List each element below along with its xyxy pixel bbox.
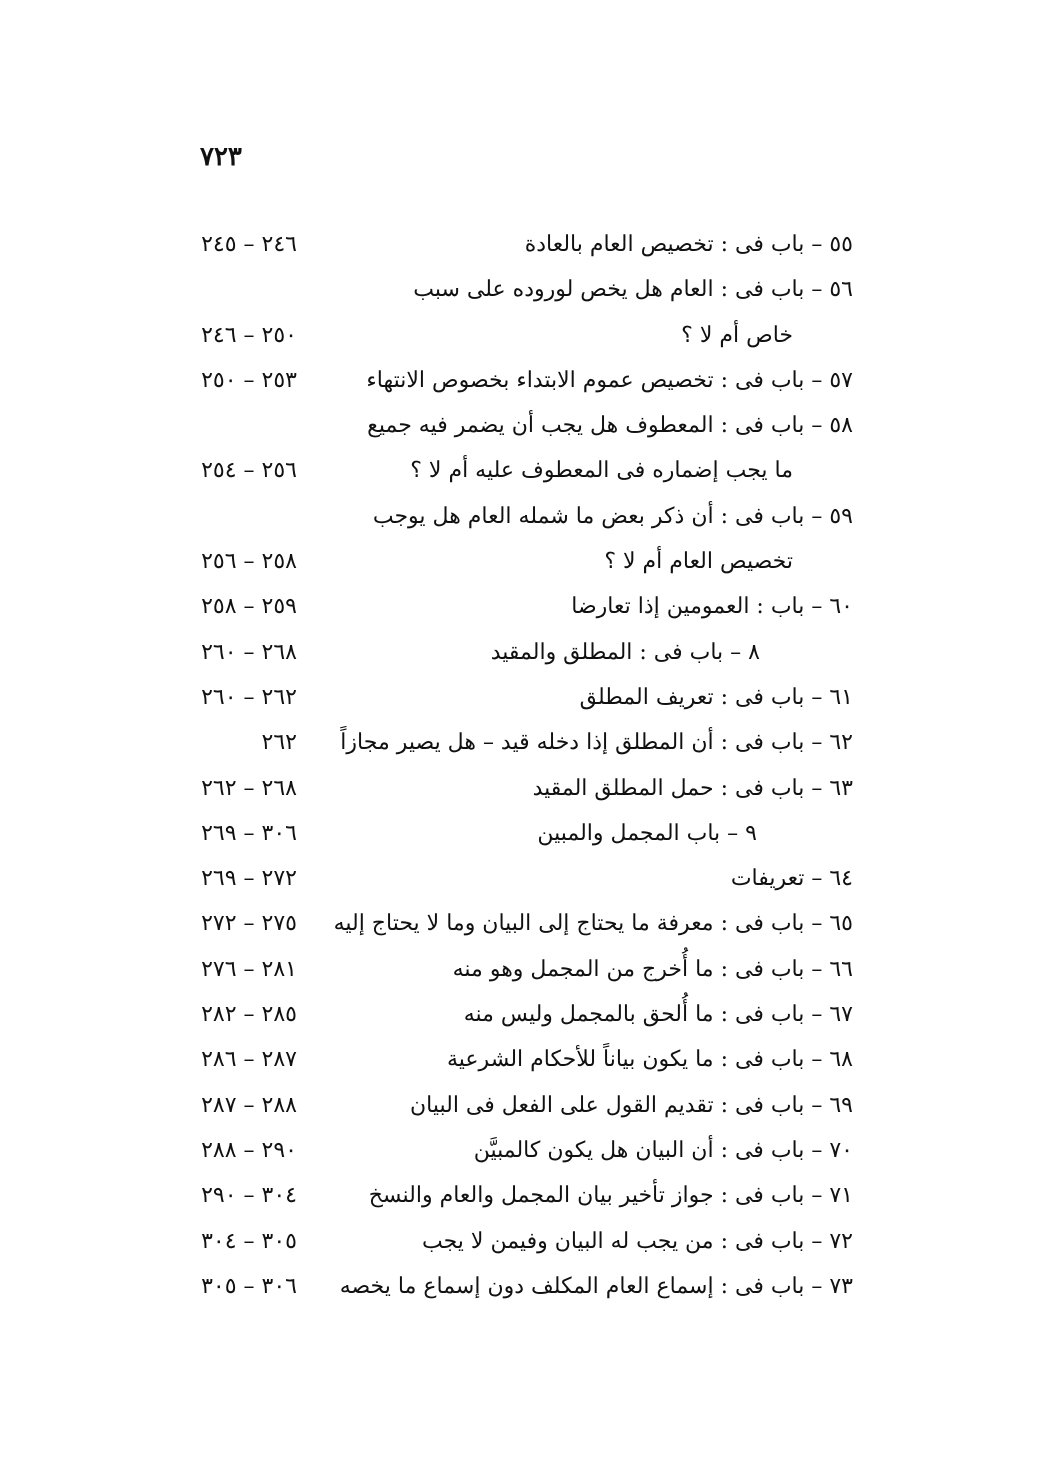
toc-entry	[165, 953, 865, 998]
toc-entry	[165, 409, 865, 454]
toc-entry	[165, 1270, 865, 1315]
entry-pages: ٣٠٤ – ٢٩٠	[201, 1183, 297, 1209]
entry-pages: ٣٠٦ – ٣٠٥	[201, 1273, 297, 1299]
entry-pages: ٢٥٩ – ٢٥٨	[201, 594, 297, 620]
entry-pages: ٢٥٠ – ٢٤٦	[201, 322, 297, 348]
entry-title: ٧٣ – باب فى : إسماع العام المكلف دون إسماع ما يخصه	[339, 1273, 853, 1299]
entry-title: ٦٦ – باب فى : ما أُخرج من المجمل وهو منه	[452, 956, 853, 982]
entry-title: ٦٣ – باب فى : حمل المطلق المقيد	[532, 775, 853, 801]
entry-pages: ٢٧٥ – ٢٧٢	[201, 911, 297, 937]
entry-title: ٧١ – باب فى : جواز تأخير بيان المجمل والعام والنسخ	[368, 1183, 853, 1209]
entry-pages: ٢٦٢ – ٢٦٠	[201, 684, 297, 710]
toc-entry	[165, 1089, 865, 1134]
entry-pages: ٢٨٨ – ٢٨٧	[201, 1092, 297, 1118]
toc-entry	[165, 1225, 865, 1270]
toc-entry	[165, 500, 865, 545]
toc-entry	[165, 545, 865, 590]
toc-entry	[165, 319, 865, 364]
entry-title: ٥٥ – باب فى : تخصيص العام بالعادة	[524, 232, 853, 257]
entry-title-continuation: خاص أم لا ؟	[681, 322, 793, 348]
entry-title: ٦٢ – باب فى : أن المطلق إذا دخله قيد – هل يصير مجازاً	[340, 730, 853, 756]
entry-title: ٦١ – باب فى : تعريف المطلق	[579, 684, 853, 710]
toc-entry	[165, 726, 865, 771]
entry-pages: ٢٨٥ – ٢٨٢	[201, 1002, 297, 1028]
entry-pages: ٢٥٨ – ٢٥٦	[201, 549, 297, 575]
entry-pages: ٢٨٧ – ٢٨٦	[201, 1047, 297, 1073]
toc-entry	[165, 907, 865, 952]
entry-pages: ٢٤٦ – ٢٤٥	[201, 232, 297, 257]
entry-pages: ٣٠٦ – ٢٦٩	[201, 820, 297, 846]
entry-pages: ٢٥٣ – ٢٥٠	[201, 367, 297, 393]
page-number: ٧٢٣	[200, 142, 242, 172]
toc-entry	[165, 1043, 865, 1088]
entry-title: ٦٩ – باب فى : تقديم القول على الفعل فى البيان	[409, 1092, 853, 1118]
section-title: ٩ – باب المجمل والمبين	[537, 820, 757, 846]
entry-title: ٦٧ – باب فى : ما أُلحق بالمجمل وليس منه	[463, 1002, 853, 1028]
toc-entry	[165, 454, 865, 499]
toc-section	[165, 636, 865, 681]
toc-entry	[165, 590, 865, 635]
toc-entry	[165, 1179, 865, 1224]
entry-pages: ٢٦٨ – ٢٦٠	[201, 639, 297, 665]
entry-pages: ٢٨١ – ٢٧٦	[201, 956, 297, 982]
toc-entry	[165, 772, 865, 817]
toc-entry	[165, 364, 865, 409]
entry-title: ٥٦ – باب فى : العام هل يخص لوروده على سبب	[413, 277, 853, 303]
section-title: ٨ – باب فى : المطلق والمقيد	[490, 639, 760, 665]
toc-entry	[165, 998, 865, 1043]
table-of-contents	[165, 228, 865, 1315]
toc-entry	[165, 1134, 865, 1179]
toc-entry	[165, 228, 865, 273]
entry-title: ٦٨ – باب فى : ما يكون بياناً للأحكام الشرعية	[447, 1047, 853, 1073]
toc-entry	[165, 862, 865, 907]
toc-entry	[165, 273, 865, 318]
entry-title: ٥٧ – باب فى : تخصيص عموم الابتداء بخصوص الانتهاء	[366, 367, 853, 393]
entry-pages: ٢٥٦ – ٢٥٤	[201, 458, 297, 484]
entry-title: ٦٤ – تعريفات	[730, 866, 853, 892]
entry-title: ٦٥ – باب فى : معرفة ما يحتاج إلى البيان وما لا يحتاج إليه	[333, 911, 853, 937]
entry-pages: ٢٦٢	[261, 730, 297, 756]
entry-title: ٧٠ – باب فى : أن البيان هل يكون كالمبيَّن	[473, 1137, 853, 1163]
entry-title: ٥٨ – باب فى : المعطوف هل يجب أن يضمر فيه جميع	[367, 413, 853, 439]
entry-pages: ٣٠٥ – ٣٠٤	[201, 1228, 297, 1254]
entry-title-continuation: تخصيص العام أم لا ؟	[604, 549, 793, 575]
entry-title: ٥٩ – باب فى : أن ذكر بعض ما شمله العام هل يوجب	[372, 503, 853, 529]
entry-title: ٦٠ – باب : العمومين إذا تعارضا	[571, 594, 853, 620]
toc-section	[165, 817, 865, 862]
entry-pages: ٢٦٨ – ٢٦٢	[201, 775, 297, 801]
entry-title: ٧٢ – باب فى : من يجب له البيان وفيمن لا يجب	[422, 1228, 853, 1254]
toc-entry	[165, 681, 865, 726]
entry-pages: ٢٧٢ – ٢٦٩	[201, 866, 297, 892]
entry-title-continuation: ما يجب إضماره فى المعطوف عليه أم لا ؟	[410, 458, 793, 484]
entry-pages: ٢٩٠ – ٢٨٨	[201, 1137, 297, 1163]
